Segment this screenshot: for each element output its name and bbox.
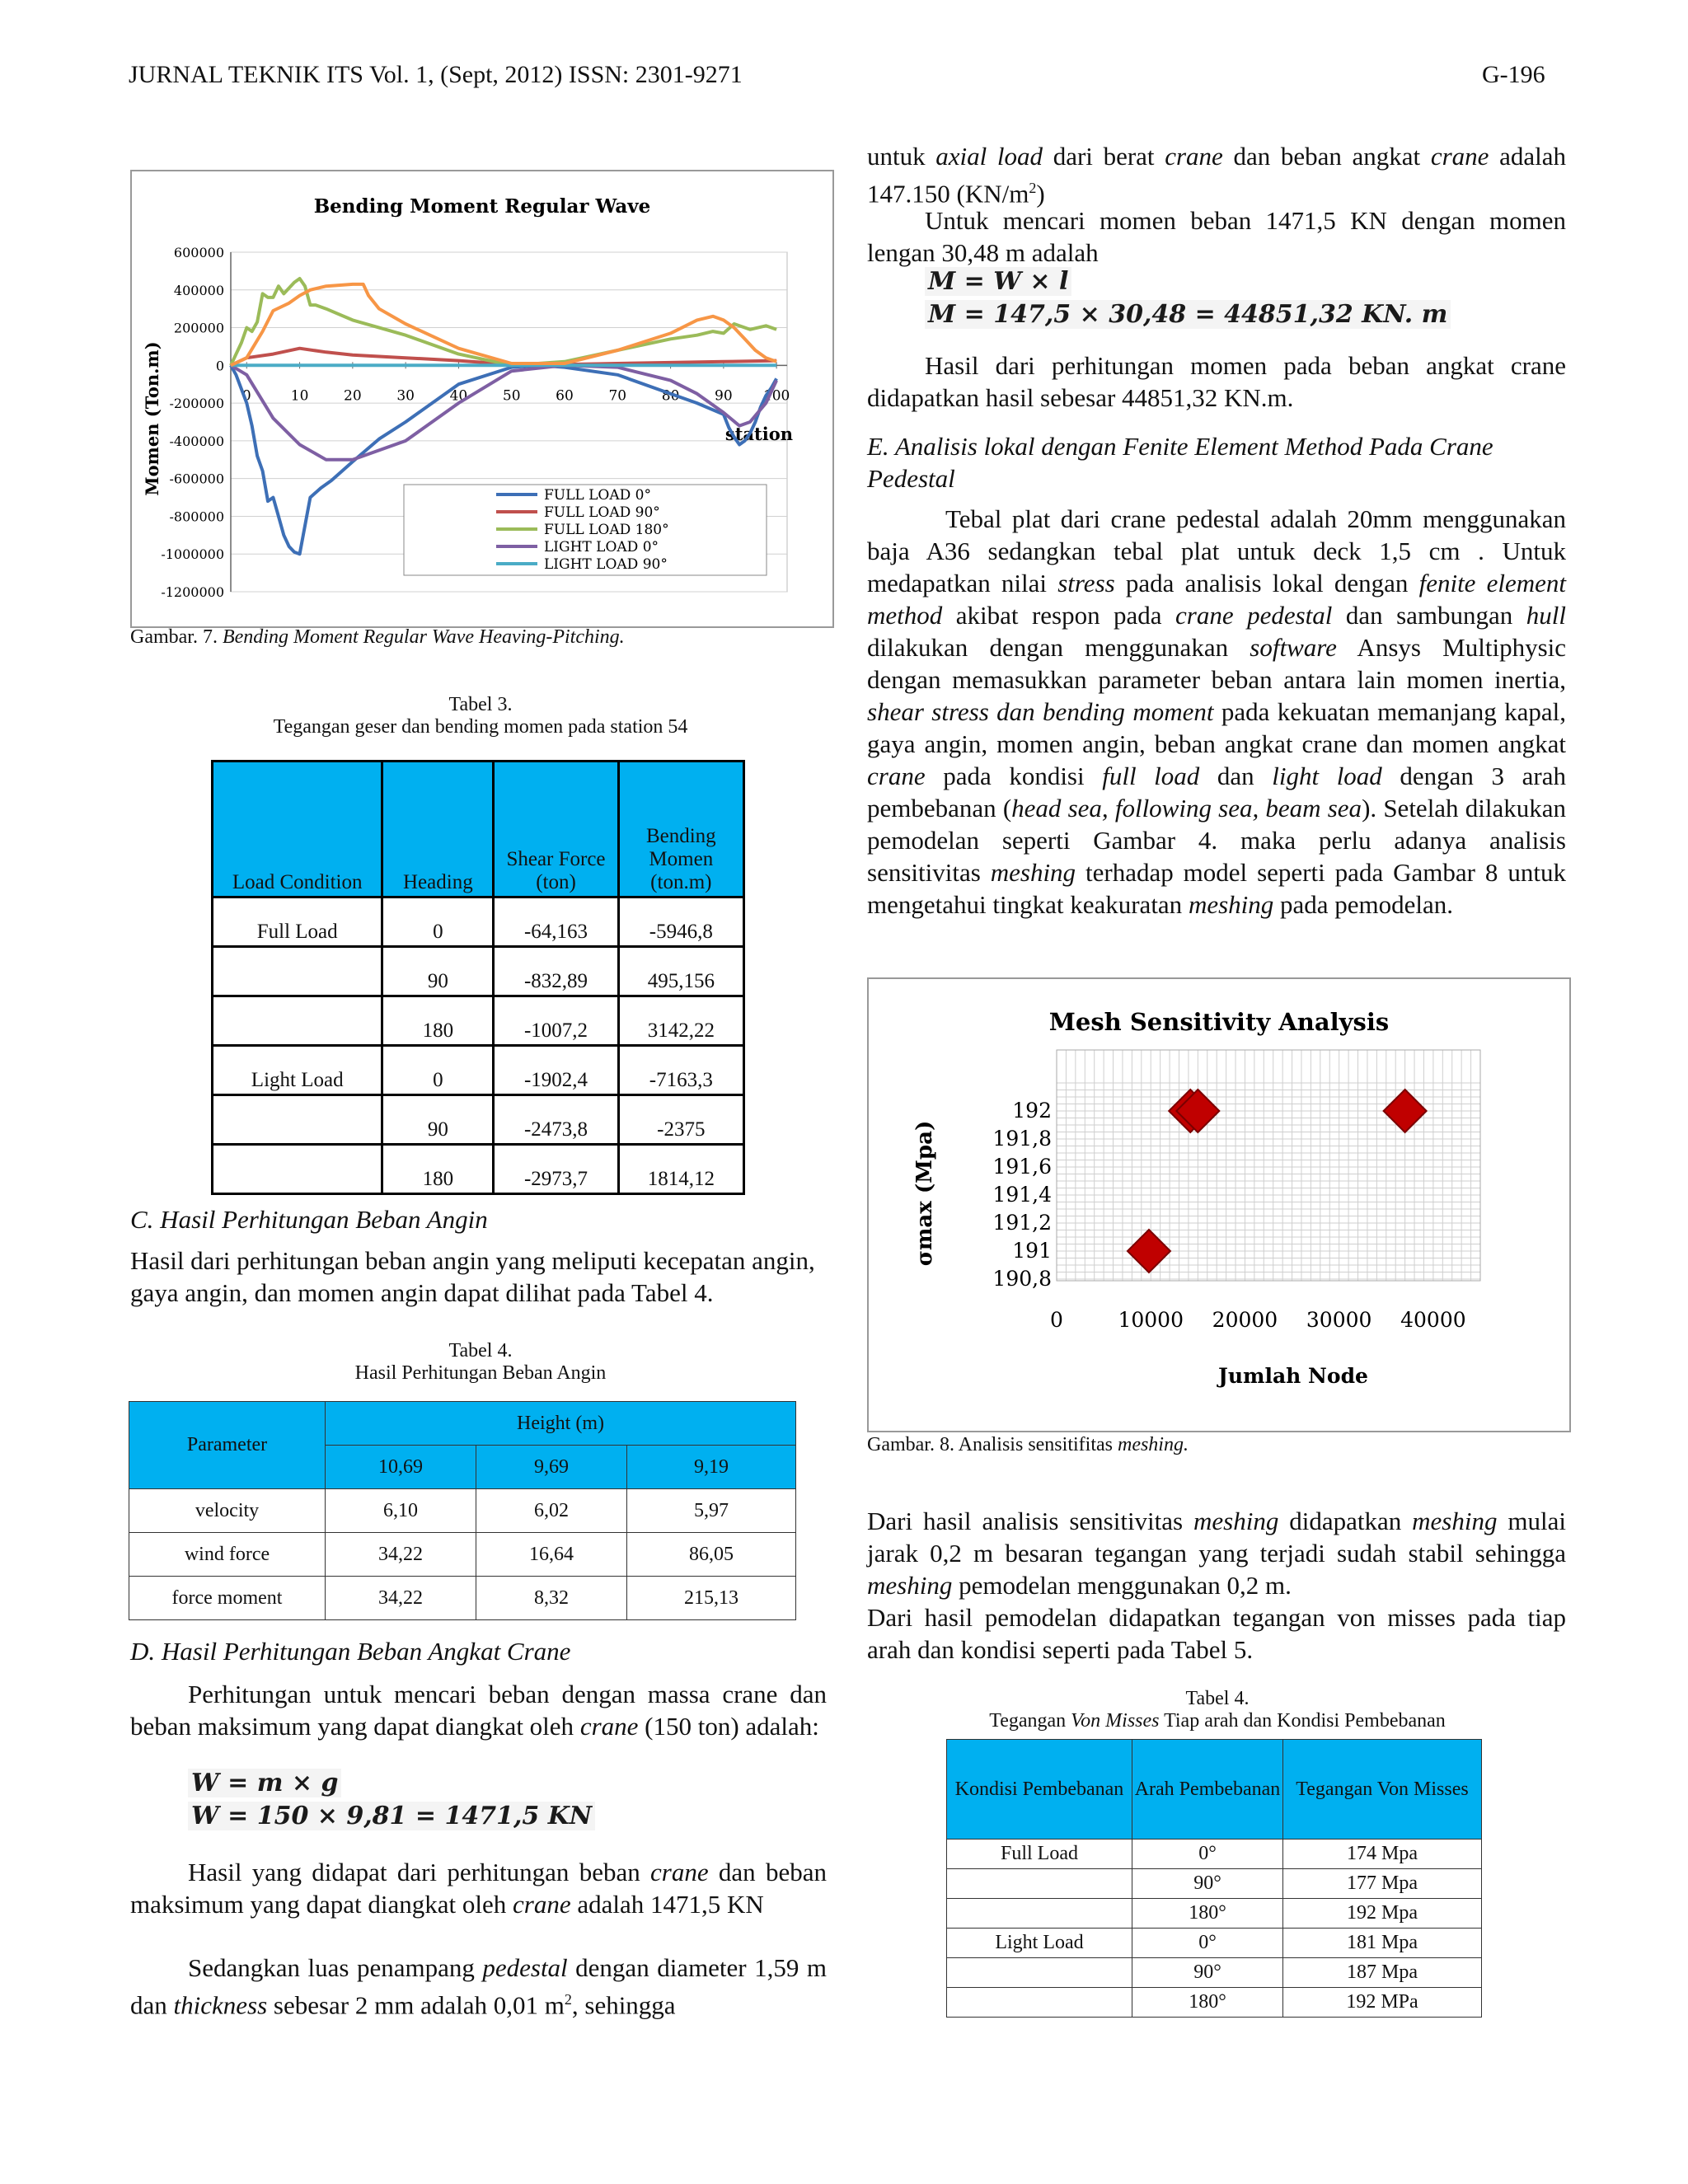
- cell: 174 Mpa: [1283, 1840, 1482, 1869]
- figure-7-frame: [130, 170, 834, 628]
- right-paragraph-3: Hasil dari perhitungan momen pada beban angkat crane didapatkan hasil sebesar 44851,32 KN.m.: [867, 351, 1566, 412]
- cell: 0°: [1132, 1929, 1283, 1958]
- table-row: [213, 996, 744, 1046]
- table-row: [947, 1929, 1482, 1958]
- cell: 180: [382, 996, 494, 1046]
- table-header-row: [213, 762, 744, 898]
- header-kondisi: Kondisi Pembebanan: [947, 1740, 1132, 1840]
- header-load-condition: Load Condition: [213, 762, 382, 898]
- table-row: [947, 1958, 1482, 1988]
- cell: wind force: [129, 1533, 326, 1577]
- x-tick-label: 0: [1050, 1308, 1063, 1332]
- cell: [947, 1958, 1132, 1988]
- figure-8-frame: [867, 977, 1571, 1432]
- x-tick-label: 100: [762, 387, 790, 405]
- y-tick-label: 191,6: [992, 1155, 1052, 1179]
- y-tick-label: -1000000: [161, 546, 224, 563]
- x-axis-label: station: [724, 424, 793, 444]
- equation-moment-2: M = 147,5 × 30,48 = 44851,32 KN. m: [925, 300, 1451, 329]
- cell: -64,163: [494, 898, 618, 947]
- cell: 180°: [1132, 1899, 1283, 1929]
- table-3: [211, 760, 745, 1195]
- mesh-sensitivity-chart: [869, 979, 1569, 1431]
- figure-7-caption: Gambar. 7. Bending Moment Regular Wave Heaving-Pitching.: [130, 626, 625, 648]
- x-tick-label: 20000: [1212, 1308, 1278, 1332]
- x-tick-label: 50: [502, 387, 521, 405]
- table-row: [213, 1145, 744, 1194]
- x-tick-label: 10000: [1118, 1308, 1184, 1332]
- table-header-row: [947, 1740, 1482, 1840]
- y-tick-label: 191: [1012, 1239, 1052, 1263]
- cell: -1007,2: [494, 996, 618, 1046]
- table-5-title: Tabel 4. Tegangan Von Misses Tiap arah dan Kondisi Pembebanan: [989, 1688, 1446, 1732]
- cell: 180: [382, 1145, 494, 1194]
- chart-title: Mesh Sensitivity Analysis: [1048, 1008, 1390, 1036]
- equation-moment-1: M = W × l: [925, 267, 1071, 296]
- header-height: Height (m): [326, 1402, 796, 1446]
- section-e-heading: E. Analisis lokal dengan Fenite Element Method Pada Crane Pedestal: [867, 432, 1493, 493]
- cell: [213, 1095, 382, 1145]
- table-5: [946, 1739, 1482, 2018]
- x-tick-label: 40: [449, 387, 468, 405]
- x-tick-label: 80: [661, 387, 680, 405]
- cell: 180°: [1132, 1988, 1283, 2018]
- cell: 3142,22: [618, 996, 743, 1046]
- section-e-paragraph: Tebal plat dari crane pedestal adalah 20mm menggunakan baja A36 sedangkan tebal plat untuk deck 1,5 cm . Untuk medapatkan nilai stress pada analisis lokal dengan fenite element method akibat respon pada crane pedestal dan sambungan hull dilakukan dengan menggunakan software Ansys Multiphysic dengan memasukkan parameter beban antara lain momen inertia, shear stress dan bending moment pada kekuatan memanjang kapal, gaya angin, momen angin, beban angkat crane dan momen angkat crane pada kondisi full load dan light load dengan 3 arah pembebanan (head sea, following sea, beam sea). Setelah dilakukan pemodelan seperti Gambar 4. maka perlu adanya analisis sensitivitas meshing terhadap model seperti pada Gambar 8 untuk mengetahui tingkat keakuratan meshing pada pemodelan.: [867, 504, 1566, 919]
- journal-header: JURNAL TEKNIK ITS Vol. 1, (Sept, 2012) ISSN: 2301-9271: [129, 61, 743, 88]
- x-tick-label: 20: [344, 387, 362, 405]
- y-tick-label: 190,8: [992, 1267, 1052, 1291]
- table-4: [129, 1401, 796, 1620]
- header-heading: Heading: [382, 762, 494, 898]
- cell: Full Load: [213, 898, 382, 947]
- cell: 495,156: [618, 947, 743, 996]
- cell: -2973,7: [494, 1145, 618, 1194]
- section-c-text: Hasil dari perhitungan beban angin yang meliputi kecepatan angin, gaya angin, dan momen angin dapat dilihat pada Tabel 4.: [130, 1246, 815, 1307]
- table-row: [213, 1046, 744, 1095]
- table-row: [129, 1533, 796, 1577]
- y-axis-label: σmax (Mpa): [912, 1120, 937, 1267]
- x-tick-label: 30000: [1306, 1308, 1372, 1332]
- y-tick-label: -800000: [169, 509, 224, 525]
- header-bending-momen: Bending Momen (ton.m): [618, 762, 743, 898]
- legend-label: FULL LOAD 0°: [544, 487, 651, 504]
- header-height-value: 9,19: [627, 1446, 796, 1489]
- x-tick-label: 60: [556, 387, 574, 405]
- table-row: [947, 1840, 1482, 1869]
- cell: 0: [382, 898, 494, 947]
- cell: Light Load: [947, 1929, 1132, 1958]
- cell: 90°: [1132, 1958, 1283, 1988]
- x-tick-label: 90: [715, 387, 733, 405]
- cell: 90°: [1132, 1869, 1283, 1899]
- cell: 181 Mpa: [1283, 1929, 1482, 1958]
- cell: 16,64: [476, 1533, 627, 1577]
- cell: -832,89: [494, 947, 618, 996]
- table-row: [213, 898, 744, 947]
- cell: 215,13: [627, 1577, 796, 1620]
- header-height-value: 9,69: [476, 1446, 627, 1489]
- table-row: [947, 1869, 1482, 1899]
- cell: Light Load: [213, 1046, 382, 1095]
- right-paragraph-2: Untuk mencari momen beban 1471,5 KN dengan momen lengan 30,48 m adalah: [867, 206, 1566, 267]
- y-tick-label: 191,8: [992, 1127, 1052, 1151]
- y-tick-label: 600000: [173, 245, 224, 260]
- cell: 86,05: [627, 1533, 796, 1577]
- section-d-paragraph-3: Sedangkan luas penampang pedestal dengan diameter 1,59 m dan thickness sebesar 2 mm adalah 0,01 $m^2$, sehingga: [130, 1953, 827, 2020]
- legend-label: LIGHT LOAD 0°: [544, 539, 659, 555]
- right-paragraph-6: Dari hasil pemodelan didapatkan tegangan von misses pada tiap arah dan kondisi seperti pada Tabel 5.: [867, 1603, 1566, 1664]
- cell: [947, 1988, 1132, 2018]
- y-tick-label: -600000: [169, 471, 224, 487]
- table-row: [947, 1988, 1482, 2018]
- header-parameter: Parameter: [129, 1402, 326, 1489]
- y-axis-label: Momen (Ton.m): [142, 341, 162, 496]
- cell: 192 Mpa: [1283, 1899, 1482, 1929]
- cell: 90: [382, 947, 494, 996]
- cell: 5,97: [627, 1489, 796, 1533]
- cell: -5946,8: [618, 898, 743, 947]
- cell: 6,10: [326, 1489, 476, 1533]
- plot-area: [1057, 1050, 1480, 1281]
- header-height-value: 10,69: [326, 1446, 476, 1489]
- cell: [947, 1899, 1132, 1929]
- bending-moment-chart: [132, 171, 832, 626]
- right-paragraph-5: Dari hasil analisis sensitivitas meshing didapatkan meshing mulai jarak 0,2 m besaran tegangan yang terjadi sudah stabil sehingga meshing pemodelan menggunakan 0,2 m.: [867, 1507, 1566, 1600]
- cell: 1814,12: [618, 1145, 743, 1194]
- cell: [213, 1145, 382, 1194]
- table-row: [129, 1489, 796, 1533]
- y-tick-label: 191,4: [992, 1183, 1052, 1207]
- equation-weight-1: W = m × g: [188, 1769, 341, 1797]
- table-row: [947, 1899, 1482, 1929]
- legend-label: FULL LOAD 180°: [544, 522, 669, 538]
- cell: 34,22: [326, 1533, 476, 1577]
- data-point-marker: [1384, 1090, 1427, 1132]
- table-row: [129, 1577, 796, 1620]
- table-header-row: [129, 1402, 796, 1446]
- cell: [947, 1869, 1132, 1899]
- y-tick-label: -400000: [169, 433, 224, 449]
- table-3-title: Tabel 3. Tegangan geser dan bending momen pada station 54: [273, 694, 688, 738]
- y-tick-label: -200000: [169, 396, 224, 412]
- cell: velocity: [129, 1489, 326, 1533]
- y-tick-label: -1200000: [161, 584, 224, 600]
- cell: 90: [382, 1095, 494, 1145]
- cell: -2473,8: [494, 1095, 618, 1145]
- cell: 34,22: [326, 1577, 476, 1620]
- cell: Full Load: [947, 1840, 1132, 1869]
- cell: 6,02: [476, 1489, 627, 1533]
- x-tick-label: 70: [608, 387, 627, 405]
- x-tick-label: 10: [290, 387, 309, 405]
- page-number: G-196: [1482, 61, 1545, 88]
- y-tick-label: 192: [1012, 1099, 1052, 1122]
- chart-title: Bending Moment Regular Wave: [313, 195, 651, 218]
- table-row: [213, 1095, 744, 1145]
- equation-weight-2: W = 150 × 9,81 = 1471,5 KN: [188, 1802, 595, 1830]
- header-arah: Arah Pembebanan: [1132, 1740, 1283, 1840]
- cell: 0: [382, 1046, 494, 1095]
- legend-label: LIGHT LOAD 90°: [544, 556, 668, 573]
- cell: [213, 996, 382, 1046]
- table-row: [213, 947, 744, 996]
- cell: 177 Mpa: [1283, 1869, 1482, 1899]
- cell: force moment: [129, 1577, 326, 1620]
- figure-8-caption: Gambar. 8. Analisis sensitifitas meshing.: [867, 1434, 1189, 1455]
- section-d-heading: D. Hasil Perhitungan Beban Angkat Crane: [130, 1637, 571, 1666]
- section-c-heading: C. Hasil Perhitungan Beban Angin: [130, 1205, 488, 1234]
- x-tick-label: 40000: [1400, 1308, 1466, 1332]
- section-d-paragraph-1: Perhitungan untuk mencari beban dengan massa crane dan beban maksimum yang dapat diangkat oleh crane (150 ton) adalah:: [130, 1680, 827, 1741]
- x-tick-label: 30: [396, 387, 415, 405]
- cell: -1902,4: [494, 1046, 618, 1095]
- cell: [213, 947, 382, 996]
- data-point-marker: [1128, 1230, 1170, 1272]
- y-tick-label: 400000: [173, 282, 224, 298]
- cell: -7163,3: [618, 1046, 743, 1095]
- y-tick-label: 0: [215, 358, 224, 374]
- x-tick-label: 0: [241, 387, 251, 405]
- section-d-paragraph-2: Hasil yang didapat dari perhitungan beban crane dan beban maksimum yang dapat diangkat oleh crane adalah 1471,5 KN: [130, 1858, 827, 1919]
- cell: 8,32: [476, 1577, 627, 1620]
- cell: 192 MPa: [1283, 1988, 1482, 2018]
- header-shear-force: Shear Force (ton): [494, 762, 618, 898]
- cell: 187 Mpa: [1283, 1958, 1482, 1988]
- y-tick-label: 200000: [173, 320, 224, 336]
- x-axis-label: Jumlah Node: [1218, 1364, 1368, 1388]
- table-4-title: Tabel 4. Hasil Perhitungan Beban Angin: [354, 1340, 607, 1384]
- cell: -2375: [618, 1095, 743, 1145]
- cell: 0°: [1132, 1840, 1283, 1869]
- header-tegangan: Tegangan Von Misses: [1283, 1740, 1482, 1840]
- y-tick-label: 191,2: [992, 1211, 1052, 1235]
- legend-label: FULL LOAD 90°: [544, 504, 660, 521]
- right-paragraph-1: untuk axial load dari berat crane dan beban angkat crane adalah 147.150 $(KN/m^2)$: [867, 142, 1566, 209]
